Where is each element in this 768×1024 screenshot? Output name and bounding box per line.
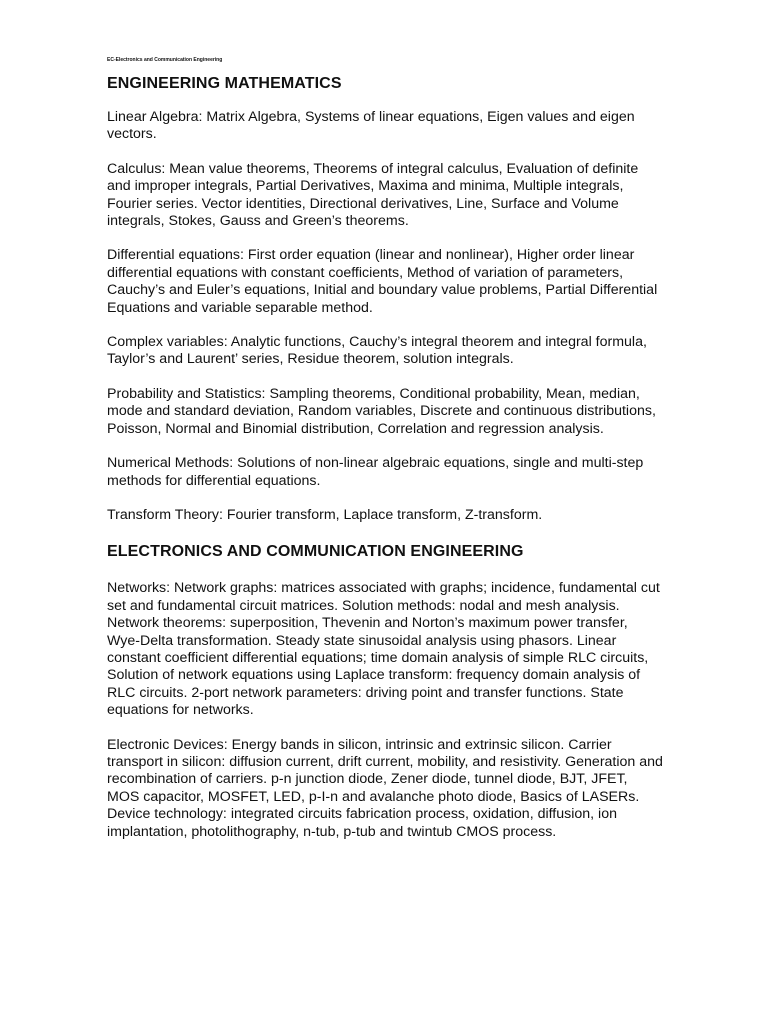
paragraph-electronic-devices: Electronic Devices: Energy bands in silicon, intrinsic and extrinsic silicon. Carrier transport in silicon: diffusion current, drift current, mobility, and resistivity. Generation and recombination of carriers. p-n junction diode, Zener diode, tunnel diode, BJT, JFET, MOS capacitor, MOSFET, LED, p-I-n and avalanche photo diode, Basics of LASERs. Device technology: integrated circuits fabrication process, oxidation, diffusion, ion implantation, photolithography, n-tub, p-tub and twintub CMOS process. — [107, 736, 663, 840]
section-title: ENGINEERING MATHEMATICS — [107, 75, 342, 92]
paragraph-complex-variables: Complex variables: Analytic functions, Cauchy’s integral theorem and integral formula, Taylor’s and Laurent’ series, Residue theorem, solution integrals. — [107, 334, 647, 368]
running-header: EC-Electronics and Communication Engineering — [107, 57, 223, 63]
paragraph-numerical-methods: Numerical Methods: Solutions of non-linear algebraic equations, single and multi-step methods for differential equations. — [107, 455, 644, 489]
paragraph-probability-statistics: Probability and Statistics: Sampling theorems, Conditional probability, Mean, median, mode and standard deviation, Random variables, Discrete and continuous distributions, Poisson, Normal and Binomial distribution, Correlation and regression analysis. — [107, 385, 656, 437]
paragraph-linear-algebra: Linear Algebra: Matrix Algebra, Systems of linear equations, Eigen values and eigen vectors. — [107, 109, 635, 143]
paragraph-transform-theory: Transform Theory: Fourier transform, Laplace transform, Z-transform. — [107, 506, 543, 523]
section-title: ELECTRONICS AND COMMUNICATION ENGINEERING — [107, 543, 524, 561]
paragraph-differential-equations: Differential equations: First order equation (linear and nonlinear), Higher order linear differential equations with constant coefficients, Method of variation of parameters, Cauchy’s and Euler’s equations, Initial and boundary value problems, Partial Differential Equations and variable separable method. — [107, 247, 658, 316]
document-page — [107, 56, 663, 858]
section-engineering-mathematics — [107, 74, 663, 524]
paragraph-networks: Networks: Network graphs: matrices associated with graphs; incidence, fundamental cut set and fundamental circuit matrices. Solution methods: nodal and mesh analysis. Network theorems: superposition, Thevenin and Norton’s maximum power transfer, Wye-Delta transformation. Steady state sinusoidal analysis using phasors. Linear constant coefficient differential equations; time domain analysis of simple RLC circuits, Solution of network equations using Laplace transform: frequency domain analysis of RLC circuits. 2-port network parameters: driving point and transfer functions. State equations for networks. — [107, 580, 660, 719]
paragraph-calculus: Calculus: Mean value theorems, Theorems of integral calculus, Evaluation of definite and improper integrals, Partial Derivatives, Maxima and minima, Multiple integrals, Fourier series. Vector identities, Directional derivatives, Line, Surface and Volume integrals, Stokes, Gauss and Green’s theorems. — [107, 160, 639, 230]
section-electronics-communication — [107, 542, 663, 841]
